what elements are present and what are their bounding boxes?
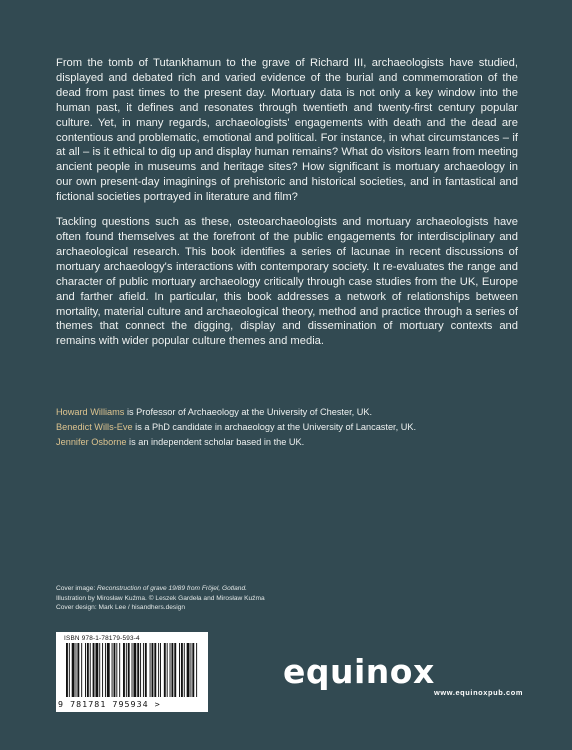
barcode-bar (119, 643, 120, 697)
barcode-bar (140, 643, 141, 697)
barcode-bar (105, 643, 106, 697)
barcode-bar (85, 643, 86, 697)
barcode-bar (187, 643, 190, 697)
author-description: is an independent scholar based in the UK. (126, 437, 305, 447)
isbn-barcode (56, 632, 208, 712)
author-name: Benedict Wills-Eve (56, 422, 133, 432)
barcode-bar (90, 643, 91, 697)
barcode-bar (126, 643, 127, 697)
publisher-url: www.equinoxpub.com (434, 688, 523, 697)
barcode-bar (184, 643, 185, 697)
barcode-bar (132, 643, 133, 697)
isbn-number: ISBN 978-1-78179-593-4 (64, 635, 140, 642)
barcode-bar (112, 643, 113, 697)
author-bio (56, 420, 526, 435)
barcode-bar (152, 643, 154, 697)
barcode-bar (174, 643, 176, 697)
barcode-bar (181, 643, 183, 697)
barcode-bar (93, 643, 95, 697)
barcode-bar (76, 643, 77, 697)
barcode-bar (137, 643, 139, 697)
barcode-bar (72, 643, 75, 697)
author-description: is Professor of Archaeology at the University of Chester, UK. (124, 407, 373, 417)
barcode-bar (116, 643, 117, 697)
barcode-bar (167, 643, 168, 697)
publisher-logo (283, 652, 525, 704)
barcode-bar (66, 643, 68, 697)
barcode-bar (145, 643, 147, 697)
barcode-bar (154, 643, 156, 697)
barcode-bar (192, 643, 194, 697)
barcode-bar (179, 643, 180, 697)
barcode-bar (114, 643, 116, 697)
barcode-bar (81, 643, 82, 697)
barcode-bar (150, 643, 151, 697)
blurb-paragraph-2: Tackling questions such as these, osteoarchaeologists and mortuary archaeologists have often found themselves at the forefront of the public engagements for interdisciplinary and archaeological research. This book identifies a series of lacunae in recent discussions of mortuary archaeology's interactions with contemporary society. It re-evaluates the range and character of public mortuary archaeology critically through case studies from the UK, Europe and farther afield. In particular, this book addresses a network of relationships between mortality, material culture and archaeological theory, method and practice through a series of themes that connect the digging, display and dissemination of mortuary contexts and remains with wider popular culture themes and media. (56, 216, 518, 348)
barcode-bar (158, 643, 159, 697)
barcode-bar (133, 643, 136, 697)
barcode-bar (196, 643, 197, 697)
cover-design-credit: Cover design: Mark Lee / hisandhers.design (56, 604, 186, 612)
barcode-bar (160, 643, 161, 697)
barcode-bars (62, 643, 202, 699)
author-bios (56, 405, 526, 450)
illustration-credit: Illustration by Mirosław Kuźma. © Leszek Gardeła and Mirosław Kuźma (56, 594, 265, 602)
barcode-bar (87, 643, 89, 697)
blurb-paragraph-1: From the tomb of Tutankhamun to the grave of Richard III, archaeologists have studied, displayed and debated rich and varied evidence of the burial and commemoration of the dead from past times to the present day. Mortuary data is not only a key window into the human past, it defines and resonates through twentieth and twenty-first century popular culture. Yet, in many regards, archaeologists' engagements with death and the dead are contentious and problematic, emotional and political. For instance, in what circumstances – if at all – is it ethical to dig up and display human remains? What do visitors learn from meeting ancient people in museums and heritage sites? How significant is mortuary archaeology in our own present-day imaginings of prehistoric and historical societies, and in fantastical and fictional societies portrayed in literature and film? (56, 57, 518, 204)
barcode-bar (123, 643, 125, 697)
author-name: Jennifer Osborne (56, 437, 127, 447)
barcode-bar (164, 643, 166, 697)
barcode-bar (170, 643, 171, 697)
cover-credits (56, 584, 456, 613)
barcode-bar (128, 643, 130, 697)
publisher-name: equinox (283, 652, 435, 691)
barcode-bar (99, 643, 100, 697)
author-bio (56, 435, 526, 450)
barcode-digits: 9 781781 795934 > (58, 699, 161, 709)
barcode-bar (95, 643, 98, 697)
author-name: Howard Williams (56, 407, 125, 417)
barcode-bar (107, 643, 110, 697)
back-cover-blurb (56, 56, 518, 359)
barcode-bar (77, 643, 79, 697)
cover-image-credit: Cover image: Reconstruction of grave 19/89 from Fröjel, Gotland. (56, 585, 247, 592)
author-bio (56, 405, 526, 420)
barcode-bar (69, 643, 70, 697)
barcode-bar (102, 643, 103, 697)
barcode-bar (190, 643, 191, 697)
barcode-bar (143, 643, 144, 697)
author-description: is a PhD candidate in archaeology at the University of Lancaster, UK. (132, 422, 417, 432)
cover-image-title: Reconstruction of grave 19/89 from Fröjel, Gotland. (97, 585, 247, 592)
barcode-bar (171, 643, 173, 697)
